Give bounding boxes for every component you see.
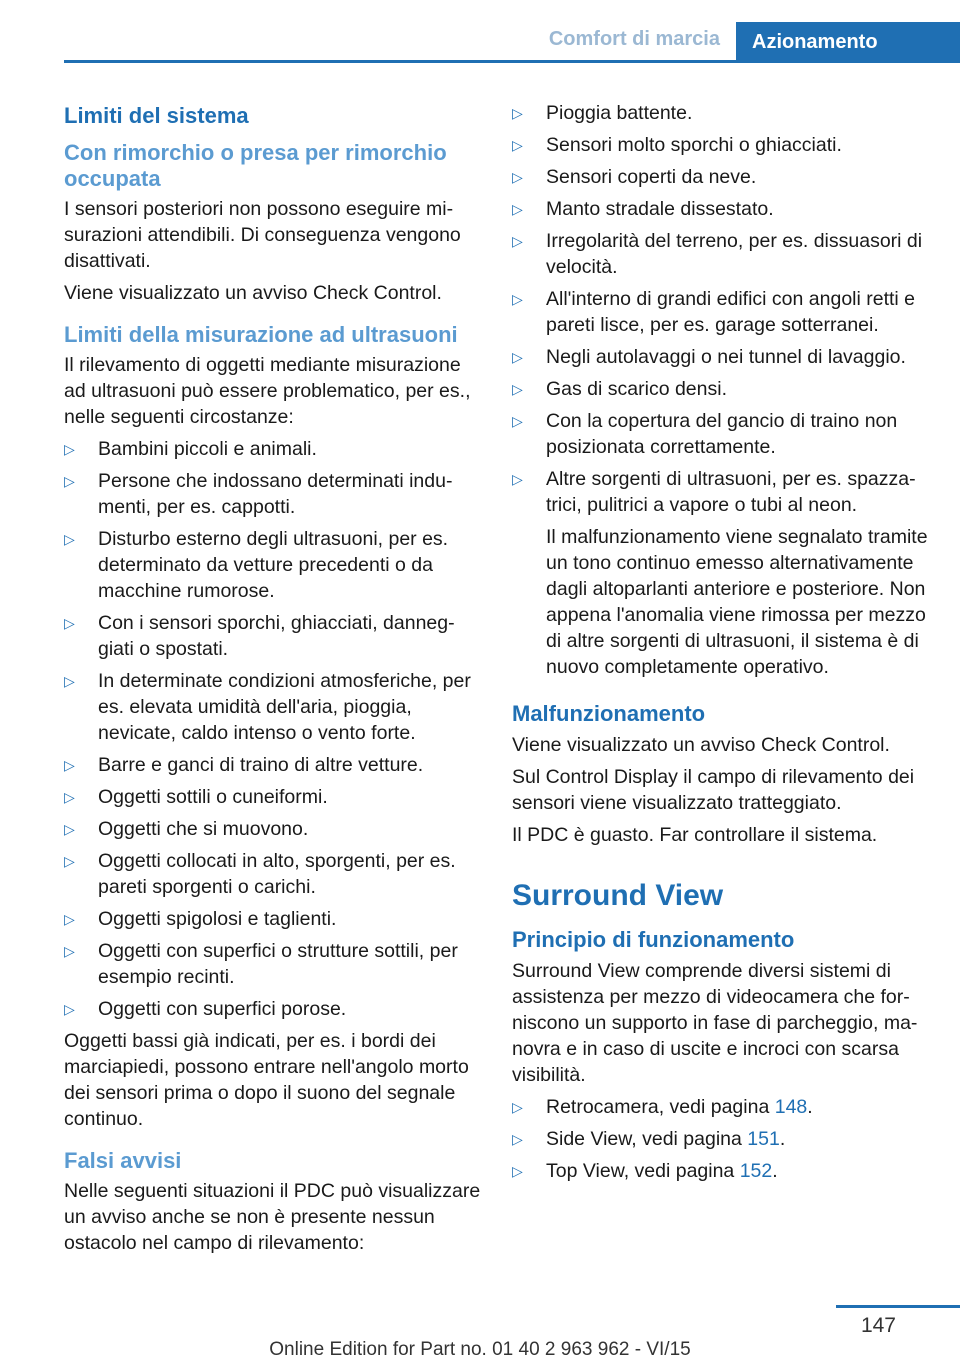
footer-divider	[836, 1305, 960, 1308]
bullet-list-circostanze	[64, 436, 482, 1022]
list-item: ▷ In determinate condizioni atmosferiche, per es. elevata umidità dell'aria, pioggia, nevicate, caldo intenso o vento forte.	[64, 670, 471, 744]
triangle-bullet-icon: ▷	[64, 789, 75, 805]
list-item: ▷ Irregolarità del terreno, per es. dissuasori di velocità.	[512, 230, 923, 278]
triangle-bullet-icon: ▷	[512, 471, 523, 487]
paragraph: Viene visualizzato un avviso Check Control.	[64, 282, 442, 304]
list-item: ▷ Oggetti con superfici o strutture sottili, per esempio recinti.	[64, 940, 458, 988]
triangle-bullet-icon: ▷	[512, 105, 523, 121]
subsection-title-principio: Principio di funzionamento	[512, 927, 795, 952]
list-item: ▷ Pioggia battente.	[512, 102, 693, 124]
list-item: ▷ Sensori coperti da neve.	[512, 166, 757, 188]
list-item: ▷ Negli autolavaggi o nei tunnel di lavaggio.	[512, 346, 906, 368]
bullet-list-falsi-avvisi	[512, 100, 930, 680]
page-header	[0, 0, 960, 62]
list-item: ▷ Persone che indossano determinati indumenti, per es. cappotti.	[64, 470, 453, 518]
page-number: 147	[860, 1314, 896, 1337]
paragraph: Oggetti bassi già indicati, per es. i bordi dei marciapiedi, possono entrare nell'angolo morto dei sensori prima o dopo il suono del segnale continuo.	[64, 1030, 469, 1130]
paragraph: Sul Control Display il campo di rilevamento dei sensori viene visualizzato tratteggiato.	[512, 766, 915, 814]
triangle-bullet-icon: ▷	[64, 673, 75, 689]
list-item: ▷ Top View, vedi pagina 152.	[512, 1160, 778, 1182]
subsection-title-rimorchio: Con rimorchio o presa per rimorchio occupata	[64, 140, 447, 191]
paragraph: Viene visualizzato un avviso Check Control.	[512, 734, 890, 756]
list-item: ▷ Oggetti collocati in alto, sporgenti, per es. pareti sporgenti o carichi.	[64, 850, 456, 898]
list-item: ▷ Oggetti che si muovono.	[64, 818, 309, 840]
header-tab-comfort[interactable]: Comfort di marcia	[548, 28, 720, 50]
triangle-bullet-icon: ▷	[512, 1163, 523, 1179]
triangle-bullet-icon: ▷	[64, 615, 75, 631]
subsection-title-falsi-avvisi: Falsi avvisi	[64, 1148, 182, 1173]
triangle-bullet-icon: ▷	[512, 201, 523, 217]
left-column	[64, 100, 482, 1262]
triangle-bullet-icon: ▷	[64, 821, 75, 837]
list-item: ▷ Con la copertura del gancio di traino non posizionata correttamente.	[512, 410, 898, 458]
list-item: ▷ Oggetti spigolosi e taglienti.	[64, 908, 337, 930]
triangle-bullet-icon: ▷	[512, 291, 523, 307]
list-item: ▷ Oggetti con superfici porose.	[64, 998, 347, 1020]
right-column	[512, 100, 930, 1190]
triangle-bullet-icon: ▷	[64, 911, 75, 927]
list-item: ▷ All'interno di grandi edifici con angoli retti e pareti lisce, per es. garage sotterranei.	[512, 288, 916, 336]
section-title: Limiti del sistema	[64, 103, 249, 128]
triangle-bullet-icon: ▷	[64, 531, 75, 547]
list-item-note: Il malfunzionamento viene segnalato tramite un tono continuo emesso alternativamente dagli altoparlanti anteriore e posteriore. Non appena l'anomalia viene rimossa per mezzo di altre sorgenti di ultrasuoni, il sistema è di nuovo completamente operativo.	[546, 526, 928, 678]
header-divider	[64, 60, 960, 63]
bullet-list-surround-view	[512, 1094, 930, 1184]
triangle-bullet-icon: ▷	[512, 1131, 523, 1147]
list-item: ▷ Oggetti sottili o cuneiformi.	[64, 786, 328, 808]
list-item: ▷ Disturbo esterno degli ultrasuoni, per es. determinato da vetture precedenti o da macchine rumorose.	[64, 528, 449, 602]
list-item: ▷ Barre e ganci di traino di altre vetture.	[64, 754, 424, 776]
paragraph: I sensori posteriori non possono eseguire misurazioni attendibili. Di conseguenza vengono disattivati.	[64, 198, 461, 272]
paragraph: Il rilevamento di oggetti mediante misurazione ad ultrasuoni può essere problematico, per es., nelle seguenti circostanze:	[64, 354, 471, 428]
triangle-bullet-icon: ▷	[64, 473, 75, 489]
triangle-bullet-icon: ▷	[512, 349, 523, 365]
page-link-152[interactable]: 152	[739, 1160, 773, 1182]
triangle-bullet-icon: ▷	[512, 169, 523, 185]
subsection-title-ultrasuoni: Limiti della misurazione ad ultrasuoni	[64, 322, 458, 347]
malfunction-title: Malfunzionamento	[512, 701, 706, 726]
page-link-148[interactable]: 148	[774, 1096, 808, 1118]
list-item: ▷ Sensori molto sporchi o ghiacciati.	[512, 134, 842, 156]
triangle-bullet-icon: ▷	[512, 1099, 523, 1115]
triangle-bullet-icon: ▷	[512, 413, 523, 429]
triangle-bullet-icon: ▷	[64, 441, 75, 457]
triangle-bullet-icon: ▷	[64, 1001, 75, 1017]
list-item: ▷ Gas di scarico densi.	[512, 378, 727, 400]
list-item: ▷ Bambini piccoli e animali.	[64, 438, 317, 460]
triangle-bullet-icon: ▷	[512, 233, 523, 249]
paragraph: Il PDC è guasto. Far controllare il sistema.	[512, 824, 878, 846]
list-item: ▷ Altre sorgenti di ultrasuoni, per es. spazzatrici, pulitrici a vapore o tubi al neon. Il malfunzionamento viene segnalato tramite un tono continuo emesso alternativamente dagli altoparlanti anteriore e posteriore. Non appena l'anomalia viene rimossa per mezzo di altre sorgenti di ultrasuoni, il sistema è di nuovo completamente operativo.	[512, 466, 930, 680]
triangle-bullet-icon: ▷	[512, 137, 523, 153]
triangle-bullet-icon: ▷	[64, 943, 75, 959]
chapter-title-surround-view: Surround View	[512, 879, 724, 912]
edition-footer: Online Edition for Part no. 01 40 2 963 962 - VI/15	[269, 1339, 691, 1360]
page-link-151[interactable]: 151	[747, 1128, 780, 1150]
triangle-bullet-icon: ▷	[64, 757, 75, 773]
paragraph: Surround View comprende diversi sistemi di assistenza per mezzo di videocamera che forniscono un supporto in fase di parcheggio, manovra e in caso di uscite e incroci con scarsa visibilità.	[512, 960, 918, 1086]
list-item: ▷ Retrocamera, vedi pagina 148.	[512, 1096, 813, 1118]
list-item: ▷ Con i sensori sporchi, ghiacciati, danneggiati o spostati.	[64, 612, 455, 660]
list-item: ▷ Manto stradale dissestato.	[512, 198, 774, 220]
triangle-bullet-icon: ▷	[512, 381, 523, 397]
list-item: ▷ Side View, vedi pagina 151.	[512, 1128, 786, 1150]
paragraph: Nelle seguenti situazioni il PDC può visualizzare un avviso anche se non è presente nessun ostacolo nel campo di rilevamento:	[64, 1180, 481, 1254]
triangle-bullet-icon: ▷	[64, 853, 75, 869]
header-tab-azionamento[interactable]: Azionamento	[736, 22, 960, 62]
